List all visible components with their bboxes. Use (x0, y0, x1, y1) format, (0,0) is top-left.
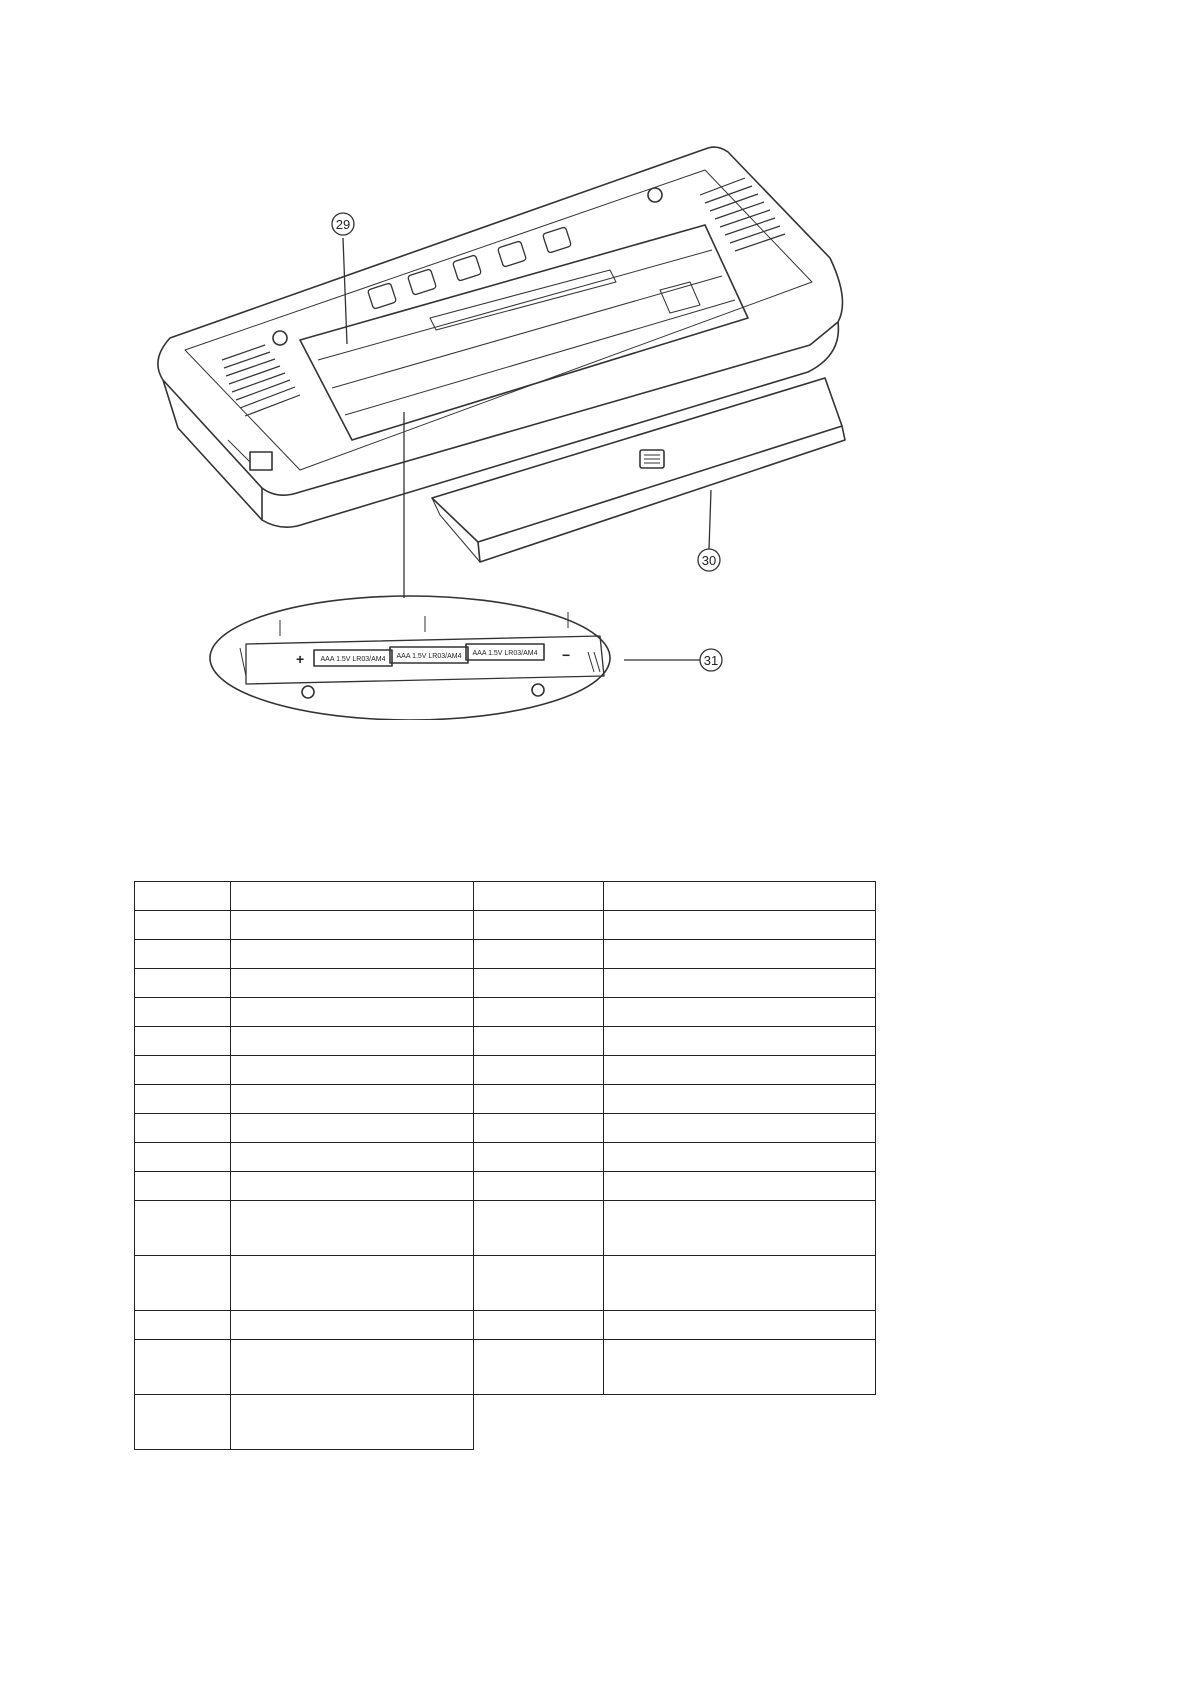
table-cell (231, 969, 474, 998)
table-cell (604, 911, 876, 940)
table-cell (231, 1027, 474, 1056)
table-cell (231, 1143, 474, 1172)
table-cell (474, 1201, 604, 1256)
callout-31 (700, 649, 722, 671)
table-row (135, 1056, 876, 1085)
table-cell (474, 1311, 604, 1340)
callout-29 (332, 213, 354, 235)
table-cell (231, 911, 474, 940)
table-cell (604, 1085, 876, 1114)
table-row (135, 998, 876, 1027)
table-row (135, 1085, 876, 1114)
polarity-plus: + (296, 651, 305, 667)
table-cell (474, 1114, 604, 1143)
table-cell (231, 1114, 474, 1143)
table-cell (474, 1027, 604, 1056)
table-cell (604, 1114, 876, 1143)
table-cell (135, 882, 231, 911)
table-cell (604, 1056, 876, 1085)
dc-jack (250, 452, 272, 470)
table-cell (135, 1114, 231, 1143)
table-row (135, 969, 876, 998)
table-cell (604, 1143, 876, 1172)
table-cell (604, 882, 876, 911)
table-cell (231, 940, 474, 969)
table-cell (135, 1311, 231, 1340)
table-cell (135, 1201, 231, 1256)
table-cell (604, 1201, 876, 1256)
table-cell (474, 911, 604, 940)
table-cell (135, 1340, 231, 1395)
table-cell (135, 1256, 231, 1311)
callout-31-label: 31 (703, 653, 719, 668)
polarity-minus: − (562, 647, 571, 663)
table-cell (604, 1256, 876, 1311)
battery-label-2: AAA 1.5V LR03/AM4 (396, 653, 462, 660)
table-cell (231, 1340, 474, 1395)
leader-30 (709, 490, 711, 549)
table-cell (135, 969, 231, 998)
table-empty-area (474, 1395, 876, 1450)
table-cell (135, 1056, 231, 1085)
hanging-hole (648, 188, 662, 202)
battery-cover (432, 378, 842, 542)
table-cell (231, 998, 474, 1027)
table-row (135, 882, 876, 911)
table-cell (231, 1056, 474, 1085)
table-cell (474, 1056, 604, 1085)
battery-label-1: AAA 1.5V LR03/AM4 (320, 656, 386, 663)
table-cell (604, 969, 876, 998)
table-cell (135, 1172, 231, 1201)
table-row (135, 1256, 876, 1311)
hanging-hole (273, 331, 287, 345)
table-cell (135, 1395, 231, 1450)
table-row (135, 1395, 876, 1450)
table-cell (604, 1027, 876, 1056)
device-back-diagram (0, 0, 1191, 720)
table-cell (474, 1256, 604, 1311)
callout-30-label: 30 (701, 553, 717, 568)
table-cell (135, 940, 231, 969)
table-cell (474, 969, 604, 998)
table-cell (231, 1256, 474, 1311)
table-cell (231, 1395, 474, 1450)
table-row (135, 1311, 876, 1340)
table-row (135, 1114, 876, 1143)
table-cell (474, 940, 604, 969)
table-row (135, 1027, 876, 1056)
callout-29-label: 29 (335, 217, 351, 232)
table-row (135, 1201, 876, 1256)
table-row (135, 911, 876, 940)
table-cell (231, 1311, 474, 1340)
table-cell (231, 1172, 474, 1201)
battery-label-3: AAA 1.5V LR03/AM4 (472, 650, 538, 657)
callout-30 (698, 549, 720, 571)
table-cell (231, 882, 474, 911)
table-cell (474, 1085, 604, 1114)
table-cell (474, 882, 604, 911)
table-cell (231, 1085, 474, 1114)
parts-table (134, 881, 876, 1450)
table-cell (135, 1085, 231, 1114)
button-row (367, 227, 571, 309)
table-cell (474, 1143, 604, 1172)
table-row (135, 1340, 876, 1395)
table-cell (474, 998, 604, 1027)
speaker-grille (222, 345, 300, 416)
table-cell (604, 940, 876, 969)
table-cell (135, 998, 231, 1027)
table-row (135, 1143, 876, 1172)
table-row (135, 940, 876, 969)
table-cell (231, 1201, 474, 1256)
table-cell (474, 1172, 604, 1201)
table-cell (135, 1027, 231, 1056)
table-cell (604, 1172, 876, 1201)
table-row (135, 1172, 876, 1201)
table-cell (604, 1340, 876, 1395)
table-cell (135, 1143, 231, 1172)
table-cell (604, 1311, 876, 1340)
table-cell (474, 1340, 604, 1395)
device-body-edge (163, 322, 838, 527)
table-cell (135, 911, 231, 940)
table-cell (604, 998, 876, 1027)
